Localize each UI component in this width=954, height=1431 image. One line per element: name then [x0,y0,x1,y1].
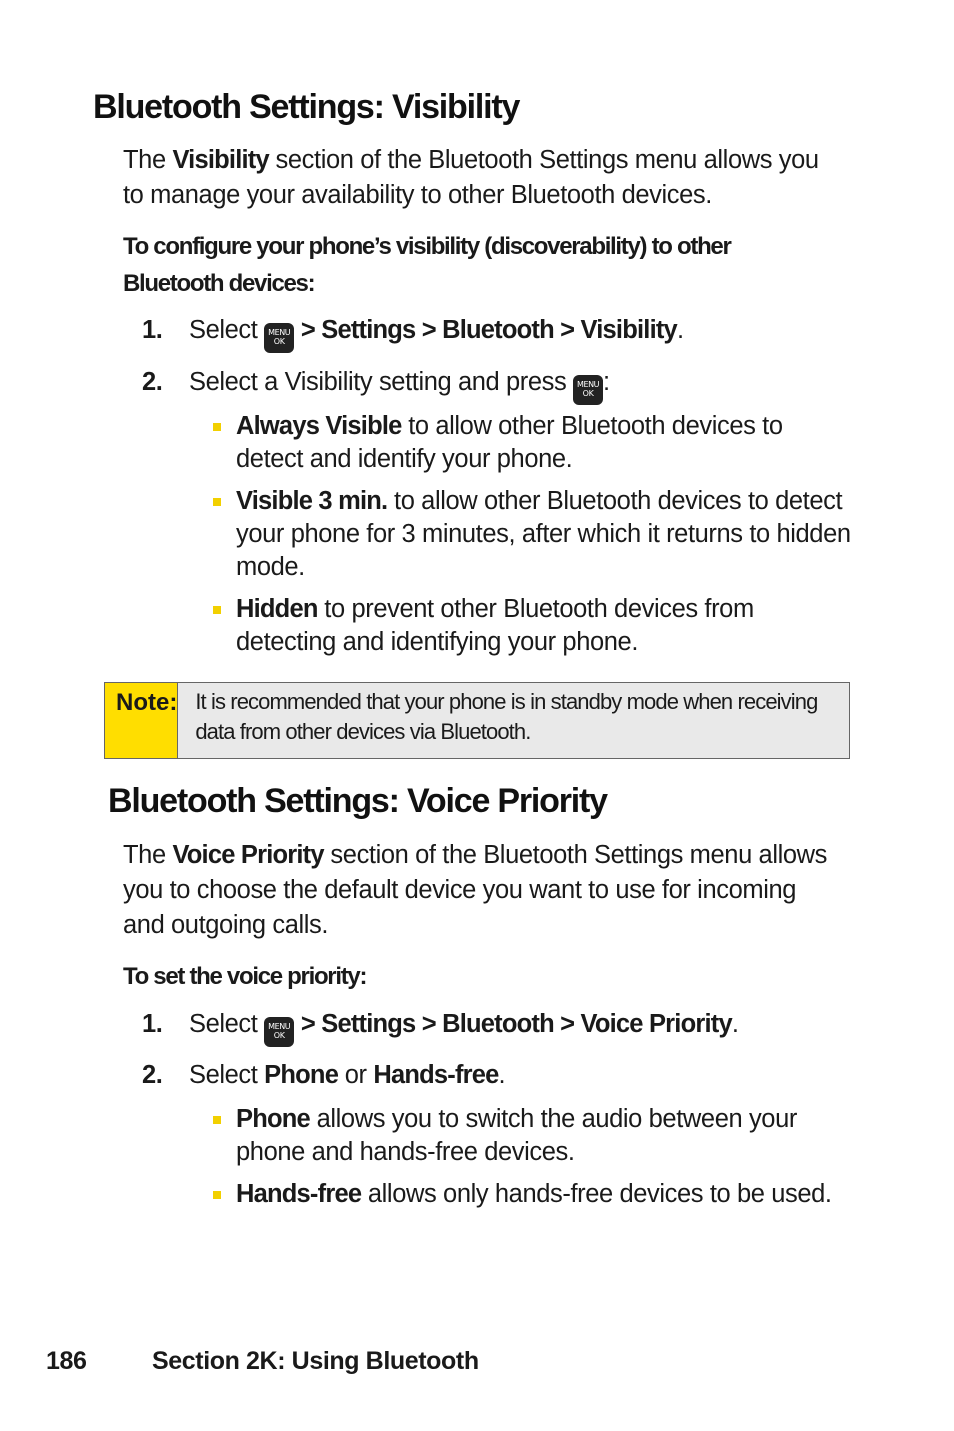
option-hands-free: Hands-free [373,1061,499,1089]
step-text: Select [189,1061,265,1089]
menu-ok-key-icon: MENU OK [264,1017,294,1047]
step-text: or [338,1061,374,1089]
step-text: . [498,1061,506,1089]
menu-ok-key-icon: MENU OK [573,375,603,405]
bullet-phone [211,1103,851,1169]
section-title-voice-priority: Bluetooth Settings: Voice Priority [108,782,607,820]
bullet-visible-3-min [211,485,851,584]
note-label: Note: [105,683,178,758]
option-phone: Phone [264,1061,339,1089]
step-text: . [731,1010,739,1038]
voice-priority-lead: To set the voice priority: [123,963,367,990]
bullet-always-visible [211,410,851,476]
voice-priority-step-1 [142,1010,739,1047]
bullet-hands-free [211,1178,851,1211]
intro-term: Voice Priority [172,841,324,869]
note-box [104,682,850,759]
bullet-square-icon [213,1116,221,1124]
bullet-text: to allow other Bluetooth devices to detect and identify your phone. [236,412,783,473]
bullet-term: Hands-free [236,1180,362,1208]
step-text: . [676,316,684,344]
step-number: 2. [142,368,163,396]
bullet-hidden [211,593,851,659]
note-text: It is recommended that your phone is in standby mode when receiving data from other devices via Bluetooth. [195,689,818,744]
voice-priority-step-2 [142,1061,505,1090]
section-title-visibility: Bluetooth Settings: Visibility [93,88,520,126]
menu-path: > Settings > Bluetooth > Visibility [300,316,677,344]
intro-term: Visibility [172,146,269,174]
intro-text: The [123,841,173,869]
step-text: : [603,368,610,396]
bullet-text: to allow other Bluetooth devices to detect your phone for 3 minutes, after which it returns to hidden mode. [236,487,851,581]
bullet-term: Phone [236,1105,310,1133]
bullet-text: allows you to switch the audio between your phone and hands-free devices. [236,1105,797,1166]
step-text: Select [189,1010,265,1038]
bullet-text: to prevent other Bluetooth devices from detecting and identifying your phone. [236,595,754,656]
menu-path: > Settings > Bluetooth > Voice Priority [300,1010,732,1038]
bullet-square-icon [213,498,221,506]
intro-text: The [123,146,173,174]
step-text: Select a Visibility setting and press [189,368,574,396]
step-number: 1. [142,316,163,344]
page-number: 186 [46,1347,87,1375]
bullet-square-icon [213,423,221,431]
bullet-term: Visible 3 min. [236,487,388,515]
footer-section-title: Section 2K: Using Bluetooth [152,1347,479,1375]
bullet-square-icon [213,1191,221,1199]
visibility-step-2 [142,368,610,405]
bullet-text: allows only hands-free devices to be used. [361,1180,832,1208]
step-text: Select [189,316,265,344]
voice-priority-intro [123,838,833,943]
visibility-intro [123,143,843,213]
bullet-square-icon [213,606,221,614]
step-number: 2. [142,1061,163,1089]
visibility-step-1 [142,316,684,353]
intro-text: section of the Bluetooth Settings menu allows you to choose the default device you want to use for incoming and outgoing calls. [123,841,827,939]
bullet-term: Always Visible [236,412,402,440]
bullet-term: Hidden [236,595,318,623]
menu-ok-key-icon: MENU OK [264,323,294,353]
intro-text: section of the Bluetooth Settings menu allows you to manage your availability to other Bluetooth devices. [123,146,819,209]
visibility-lead: To configure your phone’s visibility (discoverability) to other Bluetooth devices: [123,233,731,297]
step-number: 1. [142,1010,163,1038]
